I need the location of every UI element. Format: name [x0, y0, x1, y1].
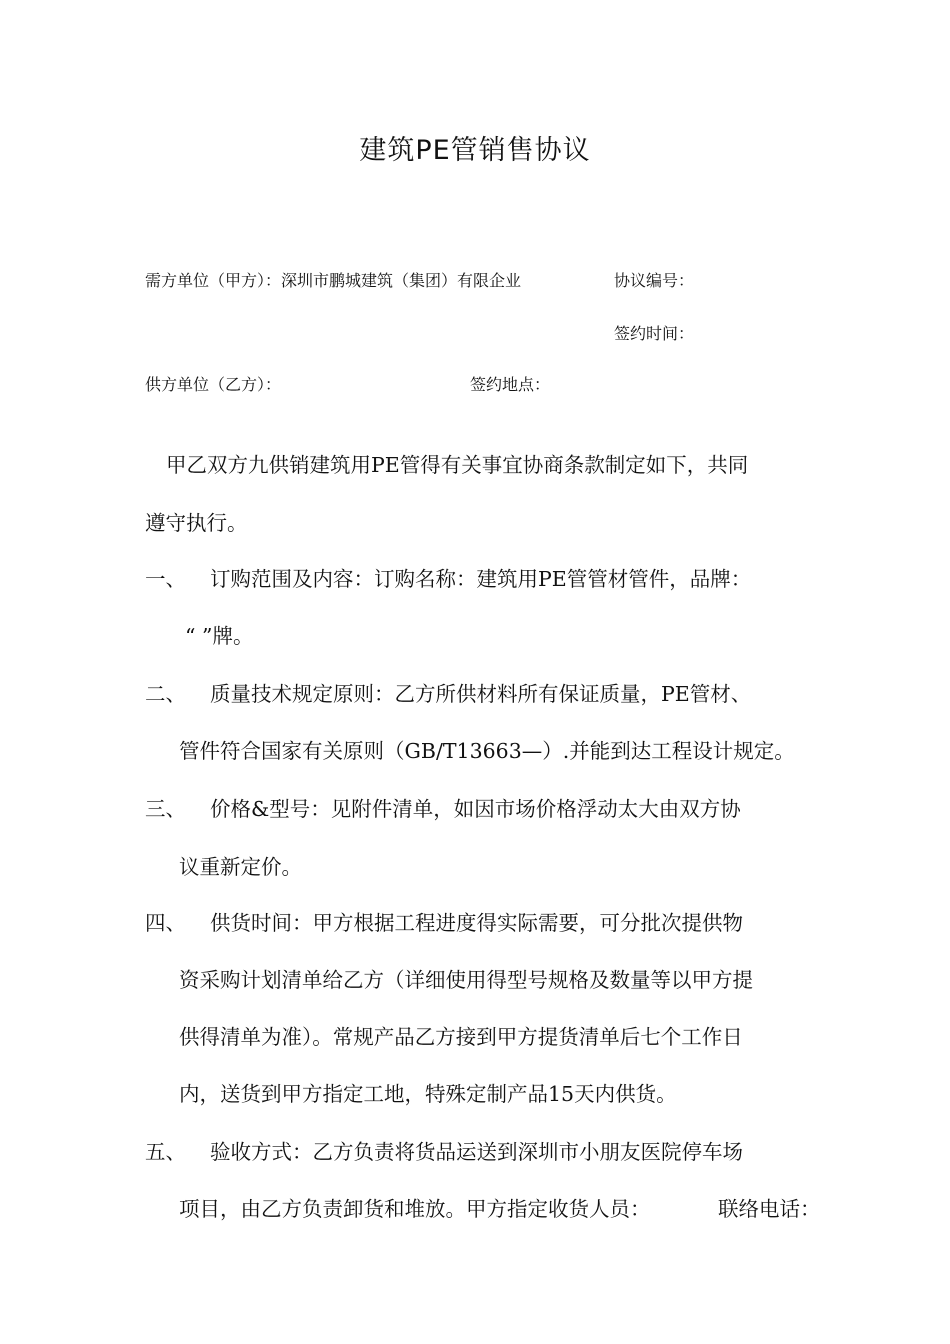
clause-line: 项目，由乙方负责卸货和堆放。甲方指定收货人员： — [179, 1197, 651, 1221]
intro-line-2: 遵守执行。 — [145, 511, 248, 535]
clause-line: “ ”牌。 — [185, 624, 254, 648]
clause-line: 管件符合国家有关原则（GB/T13663—）.并能到达工程设计规定。 — [179, 739, 795, 763]
clause-line: 议重新定价。 — [179, 855, 302, 879]
buyer-info: 需方单位（甲方）：深圳市鹏城建筑（集团）有限企业 — [145, 271, 522, 290]
intro-line-1: 甲乙双方九供销建筑用PE管得有关事宜协商条款制定如下，共同 — [166, 453, 749, 477]
clause-number: 五、 — [145, 1140, 186, 1164]
clause-number: 三、 — [145, 797, 186, 821]
clause-line: 供得清单为准）。常规产品乙方接到甲方提货清单后七个工作日 — [179, 1025, 743, 1049]
clause-line: 供货时间：甲方根据工程进度得实际需要，可分批次提供物 — [210, 911, 743, 935]
clause-line: 验收方式：乙方负责将货品运送到深圳市小朋友医院停车场 — [210, 1140, 743, 1164]
clause-number: 一、 — [145, 567, 186, 591]
clause-line: 资采购计划清单给乙方（详细使用得型号规格及数量等以甲方提 — [179, 968, 753, 992]
clause-line: 内，送货到甲方指定工地，特殊定制产品15天内供货。 — [179, 1082, 677, 1106]
clause-line: 质量技术规定原则：乙方所供材料所有保证质量，PE管材、 — [210, 682, 752, 706]
clause-line: 订购范围及内容：订购名称：建筑用PE管管材管件，品牌： — [210, 567, 752, 591]
contract-no-label: 协议编号： — [614, 271, 695, 290]
document-title: 建筑PE管销售协议 — [359, 135, 591, 166]
clause-line: 价格&型号：见附件清单，如因市场价格浮动太大由双方协 — [210, 797, 741, 821]
clause-number: 二、 — [145, 682, 186, 706]
sign-time-label: 签约时间： — [614, 324, 695, 343]
seller-info: 供方单位（乙方）： — [145, 375, 282, 394]
contact-phone-label: 联络电话： — [718, 1197, 821, 1221]
sign-place-label: 签约地点： — [470, 375, 551, 394]
clause-number: 四、 — [145, 911, 186, 935]
